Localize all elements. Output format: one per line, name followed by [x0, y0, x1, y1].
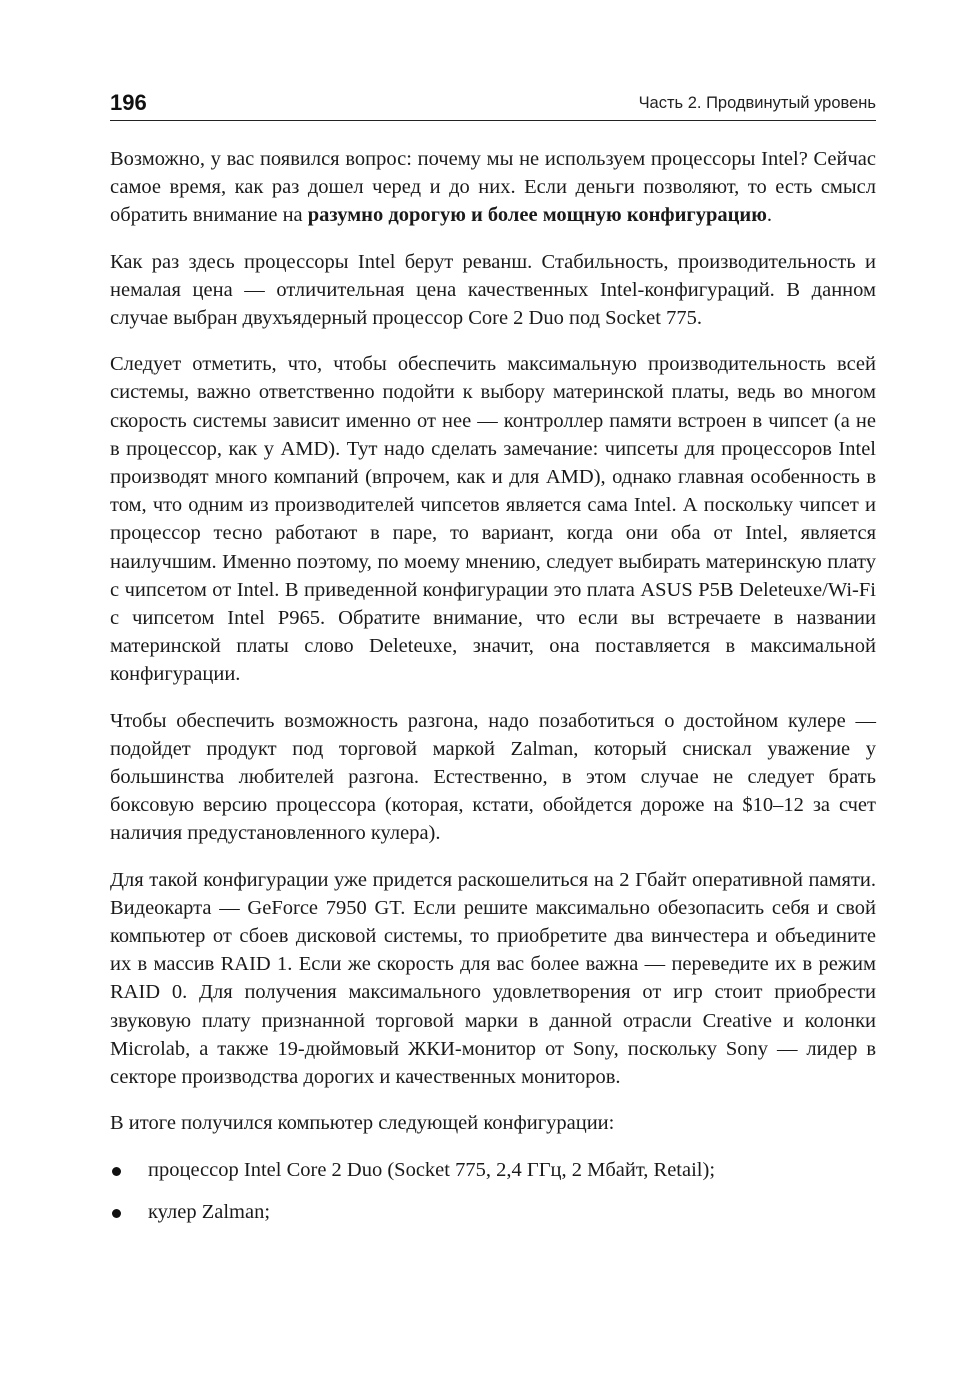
paragraph-config-intro: В итоге получился компьютер следующей конфигурации: [110, 1112, 615, 1135]
bullet-icon [112, 1209, 121, 1218]
bullet-icon [112, 1167, 121, 1176]
emphasis-text: разумно дорогую и более мощную конфигурацию [307, 204, 767, 227]
config-list [110, 1156, 876, 1226]
running-head: Часть 2. Продвинутый уровень [638, 94, 876, 112]
list-item [110, 1156, 876, 1184]
list-item-text: процессор Intel Core 2 Duo (Socket 775, 2,4 ГГц, 2 Мбайт, Retail); [148, 1158, 716, 1181]
paragraph-cooler: Чтобы обеспечить возможность разгона, надо позаботиться о достойном кулере — подойдет продукт под торговой маркой Zalman, который снискал уважение у большинства любителей разгона. Естественно, в этом случае не следует брать боксовую версию процессора (которая, кстати, обойдется дороже на $10–12 за счет наличия предустановленного кулера). [110, 709, 876, 845]
paragraph-intel-question [110, 145, 876, 230]
page-header [110, 88, 876, 121]
paragraph-intel-revenge: Как раз здесь процессоры Intel берут реванш. Стабильность, производительность и немалая цена — отличительная цена качественных Intel-конфигураций. В данном случае выбран двухъядерный процессор Core 2 Duo под Socket 775. [110, 250, 876, 330]
list-item [110, 1198, 876, 1226]
list-item-text: кулер Zalman; [148, 1200, 271, 1223]
page-number: 196 [110, 90, 147, 115]
paragraph-memory-video: Для такой конфигурации уже придется раскошелиться на 2 Гбайт оперативной памяти. Видеокарта — GeForce 7950 GT. Если решите максимально обезопасить себя и свой компьютер от сбоев дисковой системы, то приобретите два винчестера и объедините их в массив RAID 1. Если же скорость для вас более важна — переведите их в режим RAID 0. Для получения максимального удовлетворения от игр стоит приобрести звуковую плату признанной торговой марки в данной отрасли Creative и колонки Microlab, а также 19-дюймовый ЖКИ-монитор от Sony, поскольку Sony — лидер в секторе производства дорогих и качественных мониторов. [110, 868, 876, 1089]
body-text [110, 145, 876, 1240]
paragraph-motherboard: Следует отметить, что, чтобы обеспечить максимальную производительность всей системы, важно ответственно подойти к выбору материнской платы, ведь во многом скорость системы зависит именно от нее — контроллер памяти встроен в чипсет (а не в процессор, как у AMD). Тут надо сделать замечание: чипсеты для процессоров Intel производят много компаний (впрочем, как и для AMD), однако главная особенность в том, что одним из производителей чипсетов является сама Intel. А поскольку чипсет и процессор тесно работают в паре, то вариант, когда они оба от Intel, является наилучшим. Именно поэтому, по моему мнению, следует выбирать материнскую плату с чипсетом от Intel. В приведенной конфигурации это плата ASUS P5B Deleteuxe/Wi-Fi с чипсетом Intel P965. Обратите внимание, что если вы встречаете в названии материнской платы слово Deleteuxe, значит, она поставляется в максимальной конфигурации. [110, 353, 876, 686]
paragraph-text: . [766, 204, 773, 227]
paragraph-text: Возможно, у вас появился вопрос: почему мы не используем процессоры Intel? Сейчас самое время, как раз дошел черед и до них. Если деньги позволяют, то есть смысл обратить внимание на [110, 148, 876, 227]
